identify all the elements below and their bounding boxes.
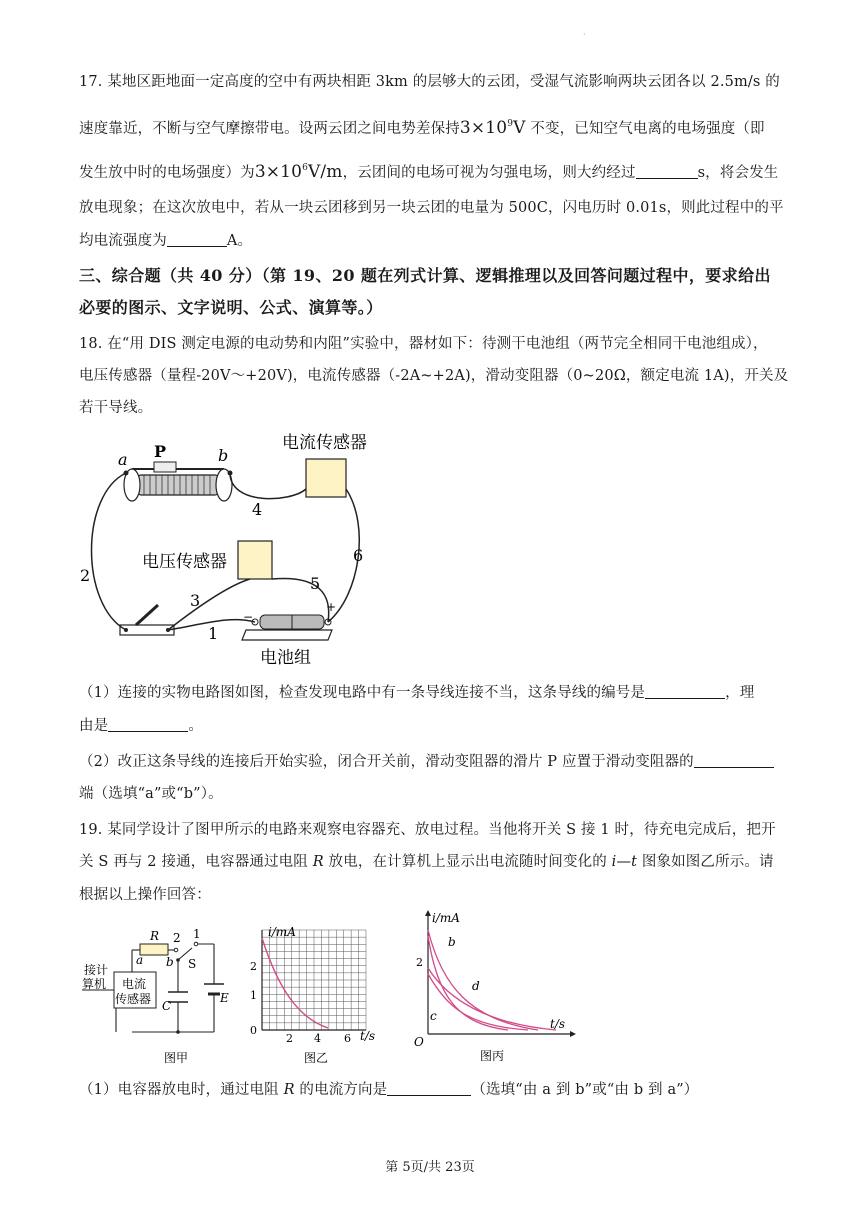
q18-line-1: 18. 在“用 DIS 测定电源的电动势和内阻”实验中，器材如下：待测干电池组（两节完全相同干电池组成）， <box>79 336 768 352</box>
q17-text: 发生放中时的电场强度）为 <box>79 165 255 181</box>
q17-text: 速度靠近，不断与空气摩擦带电。设两云团之间电势差保持 <box>79 121 460 137</box>
q19-text: （1）电容器放电时，通过电阻 <box>79 1082 284 1098</box>
q17-text: 均电流强度为 <box>79 233 167 249</box>
caption-bing: 图丙 <box>480 1049 505 1063</box>
label-b: b <box>166 955 174 969</box>
y-tick-1: 1 <box>250 989 257 1002</box>
q18-text: 由是 <box>79 718 109 734</box>
bing-y-label: i/mA <box>432 911 460 925</box>
x-tick-2: 2 <box>286 1032 293 1045</box>
field-value: 3×10 <box>254 162 303 182</box>
answer-blank-wire-number[interactable] <box>645 683 725 699</box>
page-footer: 第 5页/共 23页 <box>385 1160 475 1175</box>
q17-text: ，云团间的电场可视为匀强电场，则大约经过 <box>342 165 636 181</box>
label-pc-1: 接计 <box>84 963 109 977</box>
label-R: R <box>150 929 160 943</box>
answer-blank-time[interactable] <box>636 163 698 179</box>
q18-text: （2）改正这条导线的连接后开始实验，闭合开关前，滑动变阻器的滑片 P 应置于滑动变阻器的 <box>79 754 694 770</box>
wire-label-5: 5 <box>310 574 321 593</box>
x-axis-label: t/s <box>360 1029 376 1043</box>
battery-minus: − <box>243 610 254 624</box>
answer-blank-slider-end[interactable] <box>694 752 774 768</box>
scan-dot: · <box>583 30 586 39</box>
q19-text: 关 S 再与 2 接通，电容器通过电阻 <box>79 854 313 870</box>
wire-label-1: 1 <box>208 624 219 643</box>
q19-line-2 <box>79 852 779 872</box>
q18-text: 。 <box>188 718 203 734</box>
label-S: S <box>188 957 197 971</box>
terminal-b-label: b <box>218 446 229 465</box>
answer-blank-current-direction[interactable] <box>387 1080 471 1096</box>
y-tick-2: 2 <box>250 960 257 973</box>
q18-circuit-figure <box>70 425 390 670</box>
switch <box>120 605 174 635</box>
section-3-heading-2: 必要的图示、文字说明、公式、演算等。） <box>79 298 383 317</box>
curve-label-c: c <box>430 1009 437 1023</box>
q18-text: ，理 <box>725 685 755 701</box>
bing-x-label: t/s <box>550 1017 566 1031</box>
field-exponent: 6 <box>302 163 308 173</box>
terminal-a-label: a <box>118 450 128 469</box>
q17-line-2 <box>79 114 779 139</box>
section-3-heading-1: 三、综合题（共 40 分）（第 19、20 题在列式计算、逻辑推理以及回答问题过程中，要求给出 <box>79 266 771 285</box>
q19-text: （选填“由 a 到 b”或“由 b 到 a”） <box>471 1082 699 1098</box>
q18-text: （1）连接的实物电路图如图，检查发现电路中有一条导线连接不当，这条导线的编号是 <box>79 685 646 701</box>
q19-line-3: 根据以上操作回答： <box>79 887 211 903</box>
label-E: E <box>220 991 229 1005</box>
it-symbol: i—t <box>611 854 638 870</box>
wire-label-3: 3 <box>190 591 201 610</box>
current-sensor-box <box>306 459 346 497</box>
voltage-unit: V <box>513 118 526 138</box>
wire-label-2: 2 <box>80 566 91 585</box>
wire-label-4: 4 <box>252 500 263 519</box>
curve-label-b: b <box>448 935 456 949</box>
curve-a <box>428 930 538 1030</box>
q17-line-4: 放电现象；在这次放电中，若从一块云团移到另一块云团的电量为 500C，闪电历时 0.01s，则此过程中的平 <box>79 200 784 216</box>
q19-text: 图象如图乙所示。请 <box>637 854 774 870</box>
q17-line-3 <box>79 158 779 183</box>
q17-text: 不变，已知空气电离的电场强度（即 <box>525 121 765 137</box>
answer-blank-reason[interactable] <box>108 716 188 732</box>
caption-jia: 图甲 <box>164 1051 189 1065</box>
q18-part-2-line-1 <box>79 752 779 772</box>
q17-text: s，将会发生 <box>697 165 779 181</box>
figure-yi-graph <box>248 918 388 1068</box>
label-2: 2 <box>173 931 181 945</box>
q18-line-2: 电压传感器（量程-20V～+20V)，电流传感器（-2A~+2A)，滑动变阻器（0~20Ω，额定电流 1A)，开关及 <box>79 368 789 384</box>
rheostat <box>124 462 233 501</box>
battery-plus: + <box>326 600 337 614</box>
battery-label: 电池组 <box>260 648 311 668</box>
label-pc-2: 算机 <box>82 977 107 991</box>
bing-origin: O <box>414 1035 424 1049</box>
curve-label-d: d <box>472 979 480 993</box>
q19-line-1: 19. 某同学设计了图甲所示的电路来观察电容器充、放电过程。当他将开关 S 接 1 时，待充电完成后，把开 <box>79 822 776 838</box>
q17-line-1: 17. 某地区距地面一定高度的空中有两块相距 3km 的层够大的云团，受湿气流影响两块云团各以 2.5m/s 的 <box>79 74 780 90</box>
figure-bing-graph <box>408 908 578 1068</box>
resistor-symbol: R <box>312 854 324 870</box>
voltage-sensor-label: 电压传感器 <box>142 552 227 572</box>
q18-part-1-line-2 <box>79 716 779 736</box>
label-sensor-2: 传感器 <box>115 992 152 1006</box>
label-sensor-1: 电流 <box>122 977 147 991</box>
wire-4 <box>230 473 306 499</box>
voltage-value: 3×10 <box>459 118 508 138</box>
voltage-sensor-box <box>238 541 272 579</box>
bing-y-tick-2: 2 <box>416 956 423 969</box>
voltage-exponent: 9 <box>507 119 514 129</box>
wire-2 <box>92 473 127 630</box>
q18-part-1-line-1 <box>79 683 779 703</box>
field-unit: V/m <box>308 162 343 182</box>
q17-line-5 <box>79 231 779 251</box>
q19-part-1 <box>79 1080 779 1100</box>
label-a: a <box>136 953 144 967</box>
caption-yi: 图乙 <box>304 1051 329 1065</box>
figure-jia-circuit <box>80 920 240 1068</box>
q17-text: A。 <box>226 233 253 249</box>
grid <box>262 930 366 1030</box>
q19-text: 的电流方向是 <box>294 1082 388 1098</box>
current-sensor-label: 电流传感器 <box>282 433 367 453</box>
label-C: C <box>162 999 172 1013</box>
resistor-symbol: R <box>283 1082 295 1098</box>
resistor-r <box>140 944 168 955</box>
q18-line-3: 若干导线。 <box>79 400 153 416</box>
slider-p-label: P <box>154 442 167 461</box>
q19-text: 放电，在计算机上显示出电流随时间变化的 <box>323 854 612 870</box>
q18-part-2-line-2: 端（选填“a”或“b”）。 <box>79 786 223 802</box>
y-tick-0: 0 <box>250 1024 257 1037</box>
battery-pack <box>242 615 332 640</box>
label-1: 1 <box>193 927 201 941</box>
x-tick-4: 4 <box>314 1032 321 1045</box>
answer-blank-current[interactable] <box>167 231 227 247</box>
wire-label-6: 6 <box>353 546 364 565</box>
y-axis-label: i/mA <box>268 925 296 939</box>
x-tick-6: 6 <box>344 1032 351 1045</box>
